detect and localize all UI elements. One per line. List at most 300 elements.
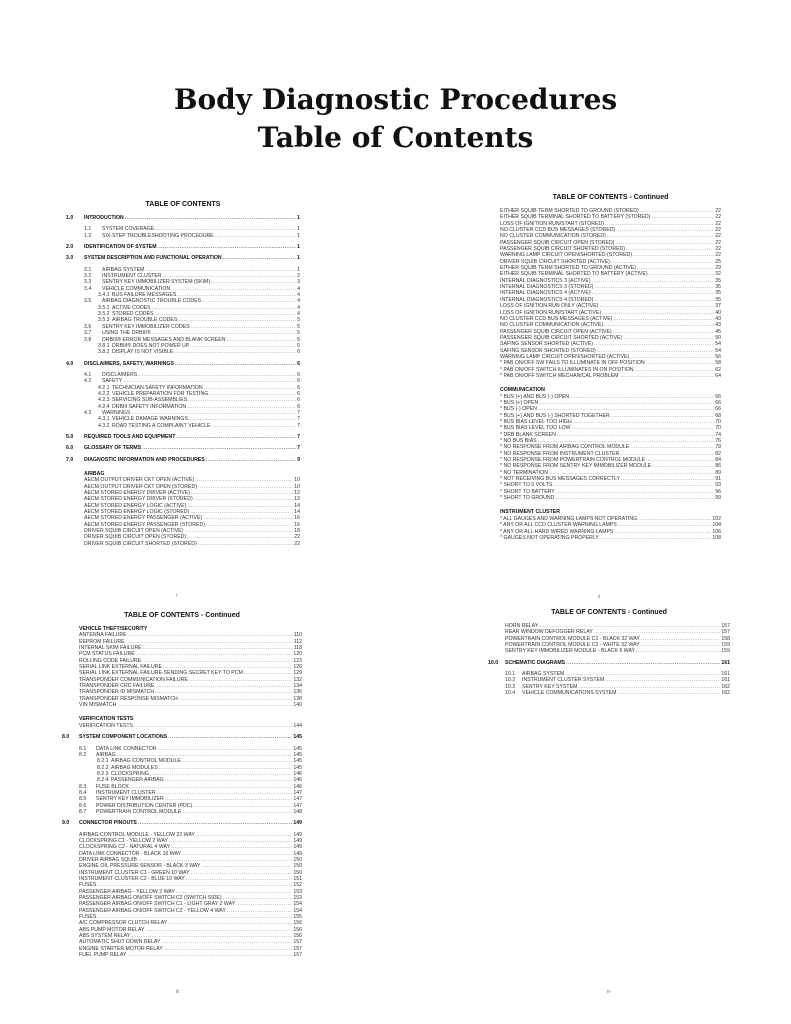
page-number: i — [176, 593, 178, 599]
dot-leader — [215, 233, 296, 239]
toc-entry-label: BUS FAILURE MESSAGES — [112, 292, 177, 299]
toc-entry-label: AIRBAG — [96, 751, 116, 758]
toc-entry-page: 147 — [293, 802, 302, 809]
toc-entry-page: 22 — [715, 227, 721, 234]
toc-entry-label: SYSTEM DESCRIPTION AND FUNCTIONAL OPERATION — [84, 255, 222, 262]
toc-entry[interactable] — [488, 660, 730, 666]
toc-entry-label: DISCLAIMERS — [102, 371, 138, 378]
toc-entry-page: 149 — [293, 831, 302, 838]
toc-entry-number: 9.0 — [62, 820, 70, 827]
toc-entry-page: 159 — [721, 642, 730, 649]
toc-entry-page: 5 — [297, 323, 300, 330]
toc-entry-page: 37 — [715, 303, 721, 310]
toc-entry[interactable] — [488, 648, 730, 654]
toc-entry-label: DRIVER SQUIB CIRCUIT SHORTED (STORED) — [84, 540, 197, 547]
toc-entry-label: PASSENGER AIRBAG - YELLOW 2 WAY — [79, 888, 175, 895]
toc-entry-page: 35 — [715, 284, 721, 291]
toc-entry-label: STORED CODES — [112, 311, 154, 318]
toc-entry[interactable] — [66, 541, 300, 547]
toc-entry-label: * NO RESPONSE FROM POWERTRAIN CONTROL MODULE — [500, 457, 645, 464]
toc-entry-label: DRBIII® DOES NOT POWER UP — [112, 342, 190, 349]
toc-entry-label: EITHER SQUIB TERMINAL SHORTED TO BATTERY (ACTIVE) — [500, 271, 648, 278]
toc-entry-number: 3.7 — [84, 330, 92, 337]
toc-entry-label: NO CLUSTER CCD BUS MESSAGES (ACTIVE) — [500, 315, 613, 322]
dot-leader — [198, 541, 294, 547]
toc-entry-page: 162 — [721, 690, 730, 697]
toc-entry-label: CLOCKSPRING C2 - NATURAL 4 WAY — [79, 844, 171, 851]
toc-entry-label: INSTRUMENT CLUSTER C1 - GREEN 10 WAY — [79, 869, 190, 876]
toc-entry-page: 6 — [297, 360, 300, 367]
toc-entry-page: 159 — [721, 648, 730, 655]
toc-entry-page: 152 — [293, 882, 302, 889]
toc-entry-number: 8.2.4 — [97, 777, 109, 784]
toc-entry-label: DRBIII® ERROR MESSAGES AND BLANK SCREEN — [102, 336, 226, 343]
toc-entry-label: ENGINE STARTER MOTOR RELAY — [79, 945, 163, 952]
toc-entry-page: 6 — [297, 397, 300, 404]
toc-entry-number: 10.3 — [505, 683, 516, 690]
toc-entry-label: VEHICLE DAMAGE WARNINGS — [112, 416, 188, 423]
toc-entry-label: VERIFICATION TESTS — [79, 722, 133, 729]
toc-entry-number: 3.8.1 — [98, 342, 110, 349]
toc-entry-label: AIRBAG CONTROL MODULE — [111, 758, 181, 765]
toc-entry-label: TRANSPONDER ID MISMATCH — [79, 689, 155, 696]
toc-entry-number: 8.2.2 — [97, 764, 109, 771]
toc-entry-label: DIAGNOSTIC INFORMATION AND PROCEDURES — [84, 456, 205, 463]
toc-entry-label: DRIVER SQUIB CIRCUIT SHORTED (ACTIVE) — [500, 258, 610, 265]
toc-entry-label: DRIVER SQUIB CIRCUIT OPEN (STORED) — [84, 534, 187, 541]
toc-heading: TABLE OF CONTENTS - Continued — [124, 612, 240, 619]
toc-entry-label: * BUS (+) OPEN — [500, 399, 539, 406]
toc-entry-page: 4 — [297, 285, 300, 292]
toc-entry-label: TRANSPONDER COMMUNICATION FAILURE — [79, 676, 188, 683]
toc-entry[interactable] — [500, 495, 721, 501]
toc-panel-1 — [66, 200, 300, 547]
toc-entry-page: 35 — [715, 296, 721, 303]
toc-entry-number: 3.5 — [84, 298, 92, 305]
toc-entry-number: 4.0 — [66, 360, 74, 367]
toc-entry-label: DRIVER SQUIB CIRCUIT OPEN (ACTIVE) — [84, 528, 184, 535]
toc-entry-number: 3.2 — [84, 273, 92, 280]
toc-entry-page: 118 — [293, 645, 302, 652]
toc-entry-number: 8.2.1 — [97, 758, 109, 765]
toc-entry-page: 161 — [721, 659, 730, 666]
toc-entry-page: 6 — [297, 371, 300, 378]
toc-entry-page: 7 — [297, 409, 300, 416]
toc-entry-page: 1 — [297, 232, 300, 239]
page-number: ii — [598, 594, 601, 600]
toc-entry-page: 2 — [297, 273, 300, 280]
toc-entry-page: 153 — [293, 895, 302, 902]
toc-entry-page: 145 — [293, 734, 302, 741]
toc-entry-number: 8.2 — [79, 751, 87, 758]
toc-panel-4 — [488, 608, 730, 696]
toc-entry-page: 145 — [293, 764, 302, 771]
toc-entry-label: * BUS BIAS LEVEL TOO HIGH — [500, 419, 572, 425]
toc-entry-page: 54 — [715, 347, 721, 354]
toc-entry-number: 3.5.1 — [98, 304, 110, 311]
toc-entry-label: * BUS (-) OPEN — [500, 406, 537, 413]
toc-entry-page: 7 — [297, 422, 300, 429]
toc-entry-page: 132 — [293, 676, 302, 683]
toc-entry-label: PASSENGER SQUIB CIRCUIT OPEN (STORED) — [500, 239, 615, 246]
toc-entry-number: 4.2 — [84, 378, 92, 385]
toc-entry-label: AECM STORED ENERGY DRIVER (STORED) — [84, 496, 193, 503]
toc-entry-label: AIRBAG SYSTEM — [522, 671, 565, 678]
toc-entry-label: DATA LINK CONNECTOR — [96, 745, 157, 752]
toc-entry-page: 4 — [297, 311, 300, 318]
toc-entry-page: 156 — [293, 933, 302, 940]
toc-entry-label: AIRBAG SYSTEM — [102, 266, 145, 273]
toc-entry-page: 162 — [721, 683, 730, 690]
toc-entry-label: AECM OUTPUT DRIVER CKT OPEN (ACTIVE) — [84, 477, 195, 484]
toc-entry-label: EITHER SQUIB TERM SHORTED TO GROUND (STORED) — [500, 208, 639, 214]
toc-entry-label: EITHER SQUIB TERMINAL SHORTED TO BATTERY (STORED) — [500, 214, 651, 221]
toc-entry-number: 10.0 — [488, 659, 499, 666]
toc-entry-page: 146 — [293, 777, 302, 784]
toc-entry-page: 145 — [293, 758, 302, 765]
toc-entry-page: 9 — [297, 456, 300, 463]
dot-leader — [168, 734, 292, 740]
toc-entry-label: * NO BUS BIAS — [500, 438, 537, 445]
toc-entry[interactable] — [488, 690, 730, 696]
toc-entry-number: 1.0 — [66, 215, 74, 221]
toc-entry-page: 58 — [715, 360, 721, 367]
toc-entry-label: SYSTEM COMPONENT LOCATIONS — [79, 734, 168, 741]
toc-entry[interactable] — [66, 215, 300, 221]
toc-entry-label: * ANY OR ALL HARD WIRED WARNING LAMPS — [500, 528, 614, 535]
toc-entry-page: 10 — [294, 477, 300, 484]
toc-entry-label: ROLLING CODE FAILURE — [79, 657, 142, 664]
toc-entry-label: POWERTRAIN CONTROL MODULE — [96, 808, 182, 815]
toc-entry-label: * SHORT TO BATTERY — [500, 488, 555, 495]
toc-entry-page: 7 — [297, 433, 300, 440]
toc-entry-page: 7 — [297, 416, 300, 423]
toc-entry[interactable] — [66, 244, 300, 250]
toc-entry-page: 157 — [293, 952, 302, 959]
toc-entry-label: A/C COMPRESSOR CLUTCH RELAY — [79, 920, 168, 927]
toc-entry-page: 126 — [293, 664, 302, 671]
toc-entry[interactable] — [62, 723, 302, 729]
toc-entry-number: 5.0 — [66, 433, 74, 440]
toc-entry-page: 149 — [293, 820, 302, 827]
toc-entry-page: 35 — [715, 277, 721, 284]
dot-leader — [125, 215, 296, 221]
toc-entry-label: * NO RESPONSE FROM SENTRY KEY IMMOBILIZER MODULE — [500, 463, 652, 470]
toc-entry-label: AECM STORED ENERGY PASSENGER (STORED) — [84, 521, 205, 528]
toc-entry-page: 45 — [715, 328, 721, 335]
toc-entry-page: 96 — [715, 488, 721, 495]
toc-entry-label: INTERNAL SKIM FAILURE — [79, 645, 142, 652]
toc-entry-page: 112 — [293, 638, 302, 645]
toc-entry[interactable] — [62, 809, 302, 815]
toc-entry-page: 22 — [715, 214, 721, 221]
toc-entry-label: INTERNAL DIAGNOSTICS 4 (STORED) — [500, 296, 594, 303]
toc-entry-label: WARNING LAMP CIRCUIT OPEN/SHORTED (STORED) — [500, 252, 633, 259]
toc-entry[interactable] — [62, 702, 302, 708]
dot-leader — [176, 434, 296, 440]
toc-entry-label: ROAD TESTING A COMPLAINT VEHICLE — [112, 422, 211, 429]
page-subtitle: Table of Contents — [257, 121, 534, 154]
toc-entry-label: * NOT RECEIVING BUS MESSAGES CORRECTLY — [500, 476, 621, 483]
toc-entry-page: 84 — [715, 457, 721, 464]
toc-spacer — [62, 708, 302, 713]
toc-section-heading: INSTRUMENT CLUSTER — [500, 509, 560, 516]
toc-entry-page: 5 — [297, 336, 300, 343]
toc-entry-number: 3.4 — [84, 285, 92, 292]
toc-entry-label: * NO RESPONSE FROM AIRBAG CONTROL MODULE — [500, 444, 630, 451]
toc-entry-number: 10.1 — [505, 671, 516, 678]
toc-spacer — [500, 501, 721, 506]
toc-entry-label: * NO TERMINATION — [500, 469, 548, 476]
toc-entry-label: INTERNAL DIAGNOSTICS 3 (STORED) — [500, 284, 594, 291]
toc-entry-page: 76 — [715, 438, 721, 445]
toc-entry-page: 157 — [293, 945, 302, 952]
toc-entry-page: 150 — [293, 857, 302, 863]
toc-entry-label: * PAB ON/OFF SWITCH ILLUMINATES IN ON POSITION — [500, 366, 634, 373]
toc-entry-label: * BUS (+) AND BUS (-) SHORTED TOGETHER — [500, 412, 610, 419]
toc-entry-label: CLOCKSPRING — [111, 770, 149, 777]
toc-entry-label: AIRBAG MODULES — [111, 764, 158, 771]
toc-entry-page: 43 — [715, 315, 721, 322]
toc-entry-label: LOSS OF IGNITION RUN ONLY (ACTIVE) — [500, 303, 599, 310]
dot-leader — [555, 495, 714, 501]
toc-entry-page: 86 — [715, 463, 721, 470]
toc-panel-2 — [500, 193, 721, 541]
toc-entry-page: 149 — [293, 837, 302, 844]
toc-entry-page: 6 — [297, 378, 300, 385]
toc-entry-label: * PAB ON/OFF SWITCH MECHANICAL PROBLEM — [500, 372, 619, 379]
toc-entry-page: 6 — [297, 349, 300, 356]
toc-heading: TABLE OF CONTENTS - Continued — [551, 609, 667, 616]
toc-entry-label: SENTRY KEY IMMOBILIZER CODES — [102, 323, 190, 330]
toc-entry-label: POWERTRAIN CONTROL MODULE C1 - BLACK 32 WAY — [505, 635, 640, 642]
toc-entry-number: 8.1 — [79, 745, 87, 752]
dot-leader — [619, 373, 714, 379]
toc-entry-page: 12 — [294, 490, 300, 497]
toc-entry-page: 54 — [715, 341, 721, 348]
toc-entry-label: DISPLAY IS NOT VISIBLE — [112, 349, 174, 356]
toc-entry-page: 148 — [293, 808, 302, 815]
toc-entry[interactable] — [66, 457, 300, 463]
toc-heading: TABLE OF CONTENTS — [145, 201, 221, 208]
toc-entry-label: CLOCKSPRING C1 - YELLOW 2 WAY — [79, 837, 168, 844]
toc-entry[interactable] — [66, 349, 300, 355]
toc-entry-number: 6.0 — [66, 445, 74, 452]
toc-entry-page: 6 — [297, 390, 300, 397]
toc-entry-label: VEHICLE PREPARATION FOR TESTING — [112, 390, 209, 397]
toc-entries — [500, 208, 721, 541]
toc-entry-page: 102 — [712, 515, 721, 522]
toc-entry[interactable] — [66, 423, 300, 429]
dot-leader — [138, 820, 293, 826]
toc-entry-label: FUSES — [79, 914, 97, 921]
dot-leader — [600, 535, 711, 541]
page-title: Body Diagnostic Procedures — [173, 83, 618, 116]
toc-entry-page: 14 — [294, 502, 300, 509]
toc-entry-label: ABS SYSTEM RELAY — [79, 933, 131, 940]
toc-entry-number: 8.6 — [79, 802, 87, 809]
toc-entry-label: FUSES — [79, 882, 97, 889]
toc-section-heading: AIRBAG — [84, 471, 105, 477]
toc-entry-page: 161 — [721, 671, 730, 678]
toc-spacer — [66, 463, 300, 468]
toc-entry-number: 8.5 — [79, 796, 87, 803]
toc-entry-label: USING THE DRBIII® — [102, 330, 151, 337]
dot-leader — [206, 457, 296, 463]
toc-entry-label: AIRBAG DIAGNOSTIC TROUBLE CODES — [102, 298, 202, 305]
toc-entry-label: ABS PUMP MOTOR RELAY — [79, 926, 145, 933]
toc-entry-label: INSTRUMENT CLUSTER SYSTEM — [522, 677, 605, 684]
toc-entry-page: 149 — [293, 850, 302, 857]
dot-leader — [223, 255, 296, 261]
toc-entry-page: 56 — [715, 353, 721, 360]
toc-entry-page: 145 — [293, 745, 302, 752]
toc-section-heading: VERIFICATION TESTS — [79, 716, 134, 723]
toc-entry-number: 7.0 — [66, 456, 74, 463]
toc-entry-label: INTRODUCTION — [84, 215, 124, 221]
toc-entry-page: 68 — [715, 412, 721, 419]
dot-leader — [134, 723, 292, 729]
toc-entry-page: 16 — [294, 521, 300, 528]
toc-entry-page: 22 — [715, 252, 721, 259]
toc-entry-page: 150 — [293, 869, 302, 876]
toc-entry[interactable] — [66, 255, 300, 261]
toc-entry-label: * PAB ON/OFF SW FAILS TO ILLUMINATE IN OFF POSITION — [500, 360, 645, 367]
toc-entry-page: 70 — [715, 419, 721, 425]
toc-entry[interactable] — [66, 361, 300, 367]
toc-entry-label: VEHICLE COMMUNICATIONS SYSTEM — [522, 690, 617, 697]
toc-entry-label: * GAUGES NOT OPERATING PROPERLY — [500, 534, 599, 541]
toc-entry-page: 146 — [293, 783, 302, 790]
toc-entry-label: ACTIVE CODES — [112, 304, 151, 311]
toc-entry-number: 4.3.2 — [98, 422, 110, 429]
toc-entry-label: SAFING SENSOR SHORTED (STORED) — [500, 347, 596, 354]
toc-entry-label: * BUS (+) AND BUS (-) OPEN — [500, 393, 570, 400]
toc-section-heading: VEHICLE THEFT/SECURITY — [79, 626, 148, 632]
toc-entry-page: 6 — [297, 403, 300, 410]
toc-entry-label: PCM STATUS FAILURE — [79, 651, 135, 658]
toc-entry[interactable] — [66, 434, 300, 440]
toc-entry-page: 35 — [715, 290, 721, 297]
toc-entry-label: * BUS BIAS LEVEL TOO LOW — [500, 425, 571, 432]
dot-leader — [566, 660, 720, 666]
toc-entry[interactable] — [62, 734, 302, 740]
toc-entry[interactable] — [62, 820, 302, 826]
toc-entry-page: 149 — [293, 844, 302, 851]
toc-entry-label: WARNINGS — [102, 409, 131, 416]
toc-entry-label: SIX-STEP TROUBLESHOOTING PROCEDURE — [102, 232, 214, 239]
toc-entry-label: PASSENGER AIRBAG — [111, 777, 164, 784]
toc-entry-number: 3.3 — [84, 279, 92, 286]
toc-entry-label: SAFING SENSOR SHORTED (ACTIVE) — [500, 341, 594, 348]
toc-entry-label: EITHER SQUIB TERM SHORTED TO GROUND (ACTIVE) — [500, 265, 636, 272]
dot-leader — [142, 445, 296, 451]
toc-entry[interactable] — [62, 952, 302, 958]
toc-entry-page: 134 — [293, 683, 302, 690]
dot-leader — [636, 648, 720, 654]
toc-entry-page: 99 — [715, 495, 721, 502]
toc-entry-label: REQUIRED TOOLS AND EQUIPMENT — [84, 433, 176, 440]
toc-entry[interactable] — [500, 535, 721, 541]
toc-entry-page: 89 — [715, 469, 721, 476]
toc-entry-page: 120 — [293, 651, 302, 658]
toc-entry-page: 104 — [712, 522, 721, 529]
toc-entry-page: 91 — [715, 476, 721, 483]
toc-entry-label: FUSE BLOCK — [96, 783, 129, 790]
toc-entry-label: ENGINE OIL PRESSURE SENSOR - BLACK 3 WAY — [79, 863, 201, 870]
toc-heading: TABLE OF CONTENTS - Continued — [552, 194, 669, 201]
toc-entry-page: 1 — [297, 215, 300, 221]
toc-entry-page: 29 — [715, 265, 721, 272]
dot-leader — [127, 952, 292, 958]
toc-spacer — [500, 379, 721, 384]
toc-entry-label: AECM STORED ENERGY LOGIC (STORED) — [84, 509, 190, 516]
toc-entry[interactable] — [66, 445, 300, 451]
toc-panel-3 — [62, 611, 302, 959]
toc-entry-page: 155 — [293, 914, 302, 921]
toc-entry-label: NO CLUSTER CCD BUS MESSAGES (STORED) — [500, 227, 616, 234]
toc-entry-label: INTERNAL DIAGNOSTICS 3 (ACTIVE) — [500, 277, 591, 284]
toc-entry-label: SYSTEM COVERAGE — [102, 226, 155, 233]
toc-entry-label: REAR WINDOW DEFOGGER RELAY — [505, 629, 593, 636]
toc-entry-page: 151 — [293, 876, 302, 883]
toc-entry-page: 1 — [297, 266, 300, 273]
toc-entry-label: NO CLUSTER COMMUNICATION (ACTIVE) — [500, 322, 604, 329]
toc-entry-page: 147 — [293, 789, 302, 796]
toc-entry-number: 1.1 — [84, 226, 92, 233]
toc-entry-label: DATA LINK CONNECTOR - BLACK 16 WAY — [79, 850, 182, 857]
toc-entry-label: POWER DISTRIBUTION CENTER (PDC) — [96, 802, 193, 809]
dot-leader — [617, 690, 720, 696]
toc-entry-page: 64 — [715, 372, 721, 379]
toc-entry-page: 1 — [297, 244, 300, 251]
toc-entry-label: SENTRY KEY IMMOBILIZER SYSTEM (SKIM) — [102, 279, 211, 286]
toc-entry-label: GLOSSARY OF TERMS — [84, 445, 142, 452]
toc-entry-label: VIN MISMATCH — [79, 702, 117, 709]
toc-entry-page: 3 — [297, 279, 300, 286]
toc-entry-page: 62 — [715, 366, 721, 373]
toc-entry[interactable] — [66, 233, 300, 239]
toc-entries — [66, 215, 300, 547]
toc-entry-number: 8.2.3 — [97, 770, 109, 777]
toc-entry-page: 129 — [293, 670, 302, 677]
toc-entry-page: 16 — [294, 515, 300, 522]
toc-entry-page: 157 — [293, 939, 302, 946]
toc-entry-number: 3.4.1 — [98, 292, 110, 299]
toc-entry-number: 3.8 — [84, 336, 92, 343]
toc-entry-label: * DRB BLANK SCREEN — [500, 431, 556, 438]
toc-entry-page: 108 — [712, 534, 721, 541]
toc-entry-number: 8.0 — [62, 734, 70, 741]
toc-entry-label: AIRBAG CONTROL MODULE - YELLOW 22 WAY — [79, 831, 195, 838]
toc-entry-page: 154 — [293, 901, 302, 908]
toc-entry-page: 140 — [293, 702, 302, 709]
toc-entry-page: 4 — [297, 292, 300, 299]
toc-entry-page: 5 — [297, 317, 300, 324]
toc-entry-label: FUEL PUMP RELAY — [79, 952, 127, 959]
toc-entry-page: 110 — [293, 632, 302, 639]
toc-entry-label: LOSS OF IGNITION RUN/START (ACTIVE) — [500, 309, 602, 316]
toc-entry-page: 6 — [297, 384, 300, 391]
toc-entry-page: 22 — [294, 534, 300, 541]
toc-entry-label: PASSENGER AIRBAG ON/OFF SWITCH C2 - YELLOW 4 WAY — [79, 907, 226, 914]
toc-entry-page: 106 — [712, 528, 721, 535]
toc-entry-number: 4.2.4 — [98, 403, 110, 410]
toc-entry-number: 3.0 — [66, 255, 74, 262]
toc-entry[interactable] — [500, 373, 721, 379]
toc-entry-label: PASSENGER SQUIB CIRCUIT SHORTED (ACTIVE) — [500, 334, 623, 341]
toc-entry-page: 79 — [715, 444, 721, 451]
